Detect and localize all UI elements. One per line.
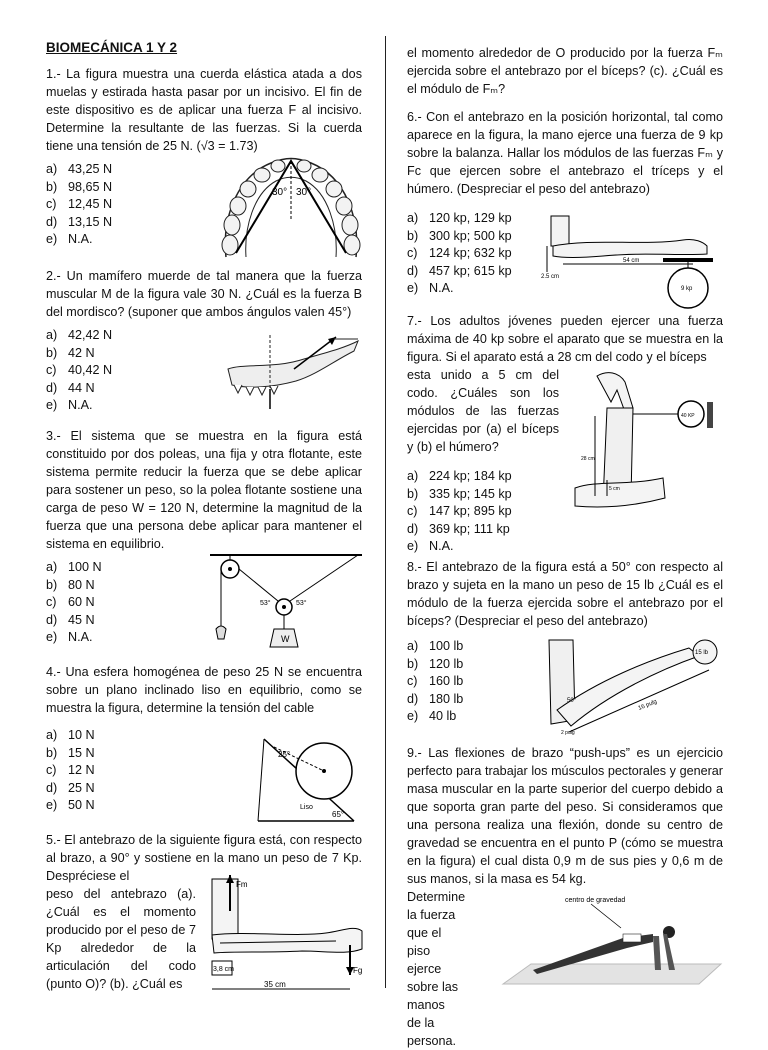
option: d) 180 lb [407, 691, 464, 706]
angle-label: 25° [278, 750, 291, 759]
option: b) 15 N [46, 745, 95, 760]
option: a) 42,42 N [46, 328, 113, 342]
option: b) 120 lb [407, 656, 464, 671]
question-2-text: 2.- Un mamífero muerde de tal manera que la fuerza muscular M de la figura vale 30 N. ¿Cuál es la fuerza B del mordisco? (suponer que ambos ángulos valen 45°) [46, 269, 362, 319]
option: a) 100 lb [407, 639, 464, 653]
option: c) 12 N [46, 763, 95, 778]
scale-label: 9 kp [681, 286, 693, 292]
option: b) 300 kp; 500 kp [407, 228, 512, 243]
option: e) N.A. [46, 630, 93, 645]
question-5-text-a: 5.- El antebrazo de la siguiente figura está, con respecto al brazo, a 90° y sostiene en la mano un peso de 7 Kp. Despréciese el [46, 833, 362, 883]
distance-label: 35 cm [264, 980, 286, 989]
option: c) 160 lb [407, 674, 464, 689]
jaw-figure [224, 329, 364, 411]
weight-label: 15 lb [695, 650, 709, 656]
angle-label: 30° [272, 187, 288, 198]
option: c) 40,42 N [46, 363, 113, 378]
left-column [46, 40, 362, 997]
distance-label: 28 cm [581, 456, 595, 462]
option: b) 98,65 N [46, 179, 113, 194]
option: c) 124 kp; 632 kp [407, 246, 512, 261]
angle-label: 30° [296, 187, 312, 198]
option: a) 43,25 N [46, 162, 113, 176]
question-1-text: 1.- La figura muestra una cuerda elástica atada a dos muelas y estirada hasta pasar por un incisivo. El fin de este dispositivo es de aplicar una fuerza F al incisivo. Determine la resultante de las fuerzas. Si la cuerda tiene una tensión de 25 N. (√3 = 1.73) [46, 67, 362, 153]
option: e) N.A. [46, 398, 93, 413]
option: d) 44 N [46, 380, 95, 395]
weight-label: W [281, 634, 290, 644]
force-label: Fg [353, 966, 363, 975]
option: a) 100 N [46, 560, 102, 574]
question-9-text-a: 9.- Las flexiones de brazo “push-ups” es un ejercicio perfecto para trabajar los músculos pectorales y generar masa muscular en la parte superior del cuerpo debido a que soporta gran parte del peso. Si consideramos que una persona realiza una flexión, donde su centro de gravedad se encuentra en el punto P (cómo se muestra en la figura) el cual dista 0,9 m de sus pies y 0,6 m de sus manos, si la masa es 54 kg. [407, 746, 723, 886]
question-9-text-b: Determine la fuerza que el piso ejerce sobre las manos de la persona. [407, 890, 466, 1048]
force-label: Fm [236, 880, 248, 889]
angle-label: 53° [260, 600, 271, 607]
surface-label: Liso [300, 804, 313, 811]
option: d) 369 kp; 111 kp [407, 521, 510, 536]
distance-label: 3,8 cm [213, 966, 235, 973]
force-label: 40 KP [681, 413, 695, 419]
document-title: BIOMECÁNICA 1 Y 2 [46, 40, 178, 55]
option: d) 45 N [46, 612, 95, 627]
pulley-figure [210, 553, 362, 653]
column-divider [385, 36, 386, 988]
right-column [407, 44, 723, 1048]
question-6-text: 6.- Con el antebrazo en la posición horizontal, tal como aparece en la figura, la mano ejerce una fuerza de 9 kp sobre la balanza. Hallar los módulos de las fuerzas Fₘ y Fc que ejercen sobre el antebrazo el tríceps y el húmero. (Despreciar el peso del antebrazo) [407, 110, 723, 196]
angle-label: 50° [567, 698, 577, 704]
distance-label: 2 pulg [561, 730, 575, 736]
option: c) 12,45 N [46, 197, 113, 212]
distance-label: 16 pulg [637, 698, 659, 712]
option: e) N.A. [407, 539, 454, 554]
distance-label: 5 cm [609, 486, 620, 492]
center-of-gravity-label: centro de gravedad [565, 897, 626, 904]
forearm-scale-figure [543, 216, 723, 310]
option: e) N.A. [407, 281, 454, 296]
question-5-text-c: el momento alrededor de O producido por la fuerza Fₘ ejercida sobre el antebrazo por el bíceps? (c). ¿Cuál es el módulo de Fₘ? [407, 46, 723, 96]
option: b) 335 kp; 145 kp [407, 486, 512, 501]
option: b) 42 N [46, 345, 95, 360]
distance-label: 2.5 cm [541, 274, 560, 280]
angle-label: 53° [296, 600, 307, 607]
question-4-text: 4.- Una esfera homogénea de peso 25 N se encuentra sobre un plano inclinado liso en equilibrio, como se muestra la figura, determine la tensión del cable [46, 665, 362, 715]
dental-arch-figure [216, 149, 366, 261]
option: a) 10 N [46, 728, 95, 742]
option: e) 50 N [46, 798, 95, 813]
forearm-figure-q5 [206, 875, 366, 997]
option: d) 25 N [46, 780, 95, 795]
option: b) 80 N [46, 577, 95, 592]
question-8-text: 8.- El antebrazo de la figura está a 50° con respecto al brazo y sujeta en la mano un peso de 15 lb ¿Cuál es el módulo de la fuerza ejercida sobre el antebrazo por el bíceps? (Despreciar el peso del antebrazo) [407, 560, 723, 628]
option: d) 13,15 N [46, 214, 113, 229]
question-5-text-b: peso del antebrazo (a). ¿Cuál es el momento producido por el peso de 7 Kp alrededor de la articulación del codo (punto O)? (b). ¿Cuál es [46, 887, 196, 991]
option: e) N.A. [46, 232, 93, 247]
option: e) 40 lb [407, 709, 457, 724]
question-7-options [407, 468, 512, 556]
option: d) 457 kp; 615 kp [407, 263, 512, 278]
distance-label: 54 cm [623, 258, 640, 264]
pushup-figure [503, 894, 721, 986]
option: a) 224 kp; 184 kp [407, 469, 512, 483]
option: c) 60 N [46, 595, 95, 610]
sphere-incline-figure [256, 737, 356, 823]
forearm-device-figure [567, 368, 717, 518]
angle-label: 65° [332, 810, 345, 819]
option: c) 147 kp; 895 kp [407, 504, 512, 519]
question-7-text-b: esta unido a 5 cm del codo. ¿Cuáles son los módulos de las fuerzas ejercidas por (a) el bíceps y (b) el húmero? [407, 368, 559, 454]
question-7-text-a: 7.- Los adultos jóvenes pueden ejercer una fuerza máxima de 40 kp sobre el aparato que se muestra en la figura. Si el aparato está a 28 cm del codo y el bíceps [407, 314, 723, 364]
question-3-text: 3.- El sistema que se muestra en la figura está constituido por dos poleas, una fija y otra flotante, este sistema permite reducir la fuerza que se debe aplicar para sostener un peso, so la polea flotante sostiene una carga de peso W = 120 N, determine la magnitud de la fuerza que una persona debe aplicar para mantener el sistema en equilibrio. [46, 429, 362, 551]
bent-forearm-figure [539, 640, 723, 736]
option: a) 120 kp, 129 kp [407, 211, 512, 225]
